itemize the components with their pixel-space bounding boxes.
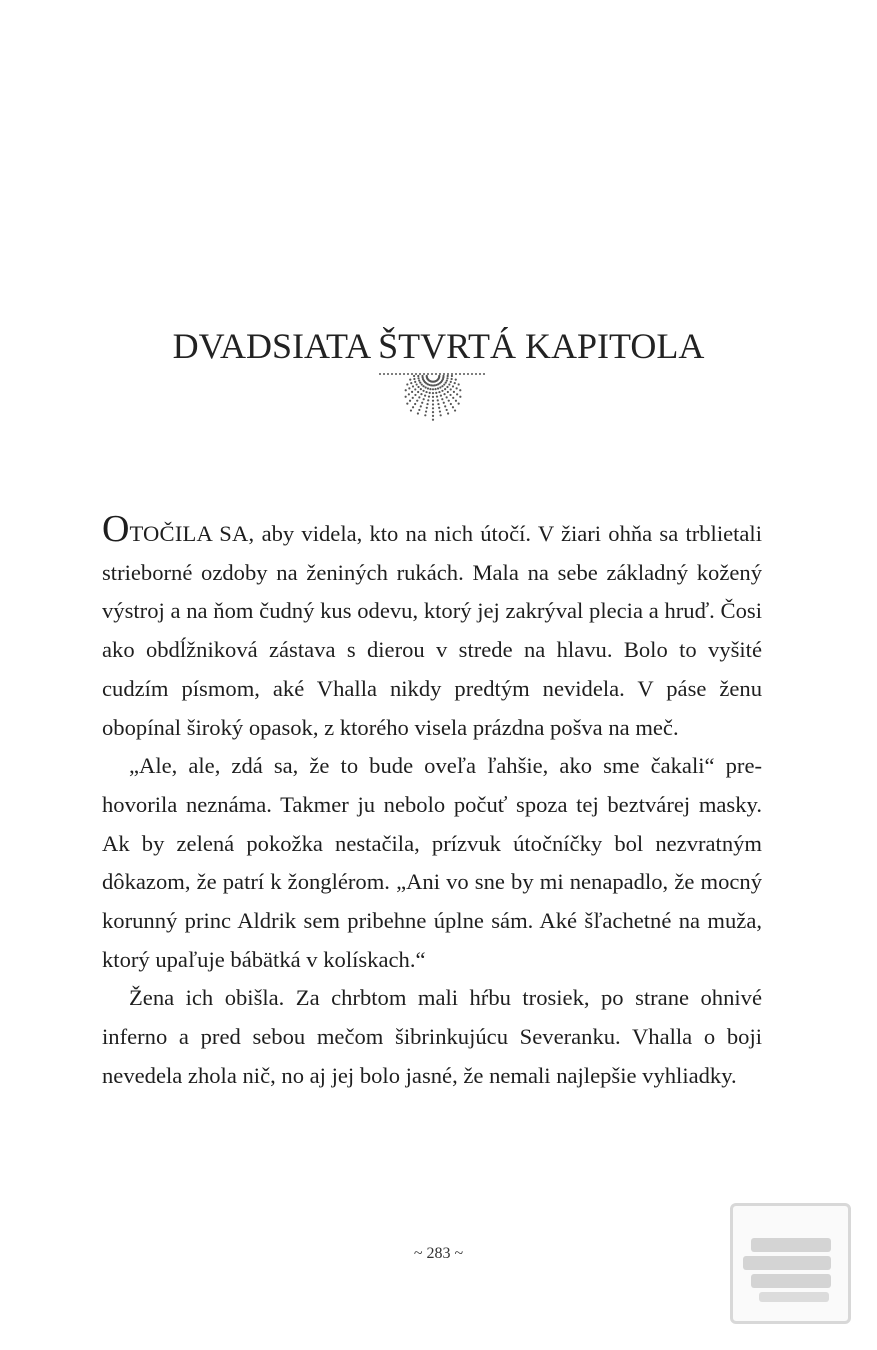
- paragraph-2: „Ale, ale, zdá sa, že to bude oveľa ľahšie, ako sme čakali“ prehovorila neznáma. Takmer ju nebolo počuť spoza tej beztvárej masky. Ak by zelená pokožka nestačila, prízvuk útočníčky bol nezvratným dôkazom, že patrí k žonglérom. „Ani vo sne by mi nenapadlo, že mocný korunný princ Aldrik sem pribehne úplne sám. Aké šľachetné na muža, ktorý upaľuje bábätká v kolískach.“: [102, 753, 762, 972]
- chapter-title: DVADSIATA ŠTVRTÁ KAPITOLA: [172, 326, 705, 366]
- drop-cap: O: [102, 508, 130, 550]
- sunburst-ornament-icon: [378, 372, 488, 426]
- paragraph-3: Žena ich obišla. Za chrbtom mali hŕbu trosiek, po strane ohnivé inferno a pred sebou mečom šibrinkujúcu Severanku. Vhalla o boji nevedela zhola nič, no aj jej bolo jasné, že nemali najlepšie vyhliadky.: [102, 985, 762, 1088]
- lead-in-small-caps: TOČILA SA,: [129, 521, 255, 546]
- paragraph-1: [102, 508, 762, 747]
- book-stack-icon: [733, 1206, 848, 1321]
- page-number: ~ 283 ~: [413, 1245, 464, 1262]
- paragraph-1-text: aby videla, kto na nich útočí. V žiari ohňa sa trblietali strieborné ozdoby na ženiných rukách. Mala na sebe základný kožený výstroj a na ňom čudný kus odevu, ktorý jej zakrýval plecia a hruď. Čosi ako obdĺžniková zástava s dierou v strede na hlavu. Bolo to vyšité cudzím písmom, aké Vhalla nikdy predtým nevidela. V páse ženu obopínal široký opasok, z ktorého visela prázdna pošva na meč.: [102, 521, 762, 740]
- watermark-badge: [730, 1203, 851, 1324]
- chapter-body: [102, 508, 762, 1096]
